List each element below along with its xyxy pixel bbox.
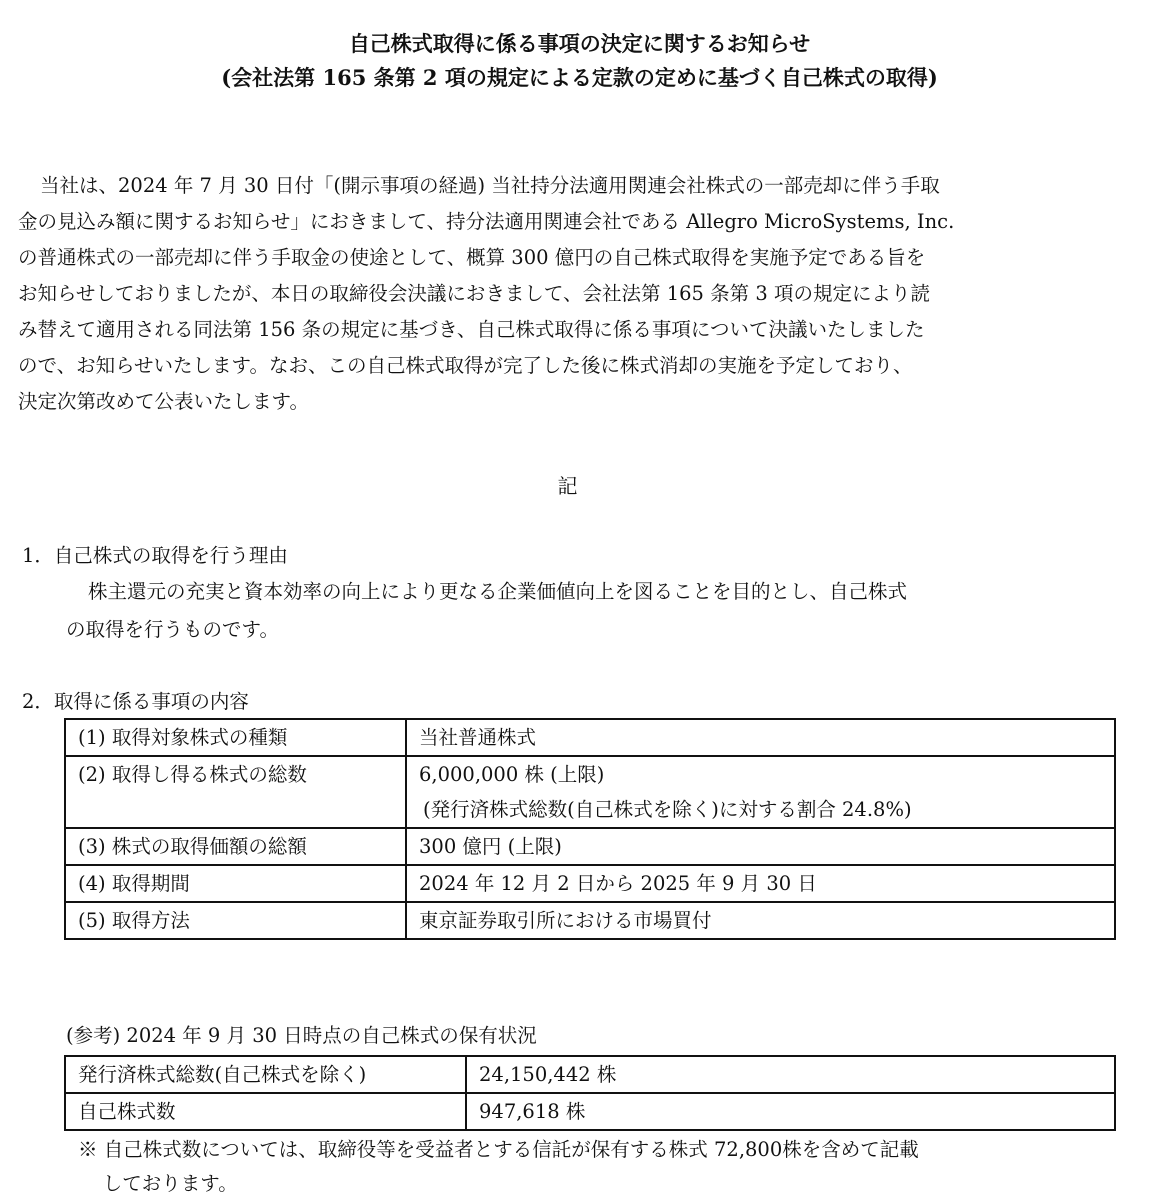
row-value: 当社普通株式 bbox=[406, 719, 1115, 756]
ki-marker: 記 bbox=[557, 474, 578, 498]
table-row bbox=[65, 828, 1115, 865]
section2-heading: 2．取得に係る事項の内容 bbox=[22, 690, 249, 713]
intro-line: の普通株式の一部売却に伴う手取金の使途として、概算 300 億円の自己株式取得を実施予定である旨を bbox=[18, 246, 926, 269]
row-value: 6,000,000 株 (上限) bbox=[419, 763, 605, 786]
row-label: (3) 株式の取得価額の総額 bbox=[65, 828, 406, 865]
table-row bbox=[65, 1093, 1115, 1130]
section1-body-line: 株主還元の充実と資本効率の向上により更なる企業価値向上を図ることを目的とし、自己株式 bbox=[88, 580, 908, 603]
table-row bbox=[65, 756, 1115, 828]
row-value: 東京証券取引所における市場買付 bbox=[406, 902, 1115, 939]
reference-note-line: ※ 自己株式数については、取締役等を受益者とする信託が保有する株式 72,800株を含めて記載 bbox=[78, 1138, 919, 1161]
intro-line: お知らせしておりましたが、本日の取締役会決議におきまして、会社法第 165 条第 3 項の規定により読 bbox=[18, 282, 930, 305]
table-row bbox=[65, 719, 1115, 756]
row-value-note: (発行済株式総数(自己株式を除く)に対する割合 24.8%) bbox=[423, 798, 912, 821]
intro-line: 当社は、2024 年 7 月 30 日付「(開示事項の経過) 当社持分法適用関連会社株式の一部売却に伴う手取 bbox=[40, 174, 940, 197]
row-label: (5) 取得方法 bbox=[65, 902, 406, 939]
row-label: (4) 取得期間 bbox=[65, 865, 406, 902]
row-value: 947,618 株 bbox=[466, 1093, 1115, 1130]
intro-line: 金の見込み額に関するお知らせ」におきまして、持分法適用関連会社である Allegro MicroSystems, Inc. bbox=[18, 210, 955, 233]
row-label: 発行済株式総数(自己株式を除く) bbox=[65, 1056, 466, 1093]
intro-line: ので、お知らせいたします。なお、この自己株式取得が完了した後に株式消却の実施を予定しており、 bbox=[18, 354, 913, 377]
section1-heading: 1．自己株式の取得を行う理由 bbox=[22, 544, 288, 567]
intro-line: み替えて適用される同法第 156 条の規定に基づき、自己株式取得に係る事項について決議いたしました bbox=[18, 318, 925, 341]
table-row bbox=[65, 902, 1115, 939]
row-value-cell bbox=[406, 756, 1115, 828]
acquisition-details-table bbox=[64, 718, 1116, 940]
reference-heading: (参考) 2024 年 9 月 30 日時点の自己株式の保有状況 bbox=[66, 1024, 537, 1047]
section1-body-line: の取得を行うものです。 bbox=[66, 618, 279, 641]
table-row bbox=[65, 1056, 1115, 1093]
row-label: (1) 取得対象株式の種類 bbox=[65, 719, 406, 756]
document-title: 自己株式取得に係る事項の決定に関するお知らせ bbox=[348, 31, 811, 56]
intro-line: 決定次第改めて公表いたします。 bbox=[18, 390, 309, 413]
row-value: 300 億円 (上限) bbox=[406, 828, 1115, 865]
table-row bbox=[65, 865, 1115, 902]
row-value: 24,150,442 株 bbox=[466, 1056, 1115, 1093]
row-label: 自己株式数 bbox=[65, 1093, 466, 1130]
treasury-stock-table bbox=[64, 1055, 1116, 1131]
row-value: 2024 年 12 月 2 日から 2025 年 9 月 30 日 bbox=[406, 865, 1115, 902]
document-subtitle: (会社法第 165 条第 2 項の規定による定款の定めに基づく自己株式の取得) bbox=[221, 65, 938, 90]
row-label: (2) 取得し得る株式の総数 bbox=[65, 756, 406, 828]
reference-note-line: しております。 bbox=[78, 1172, 238, 1195]
